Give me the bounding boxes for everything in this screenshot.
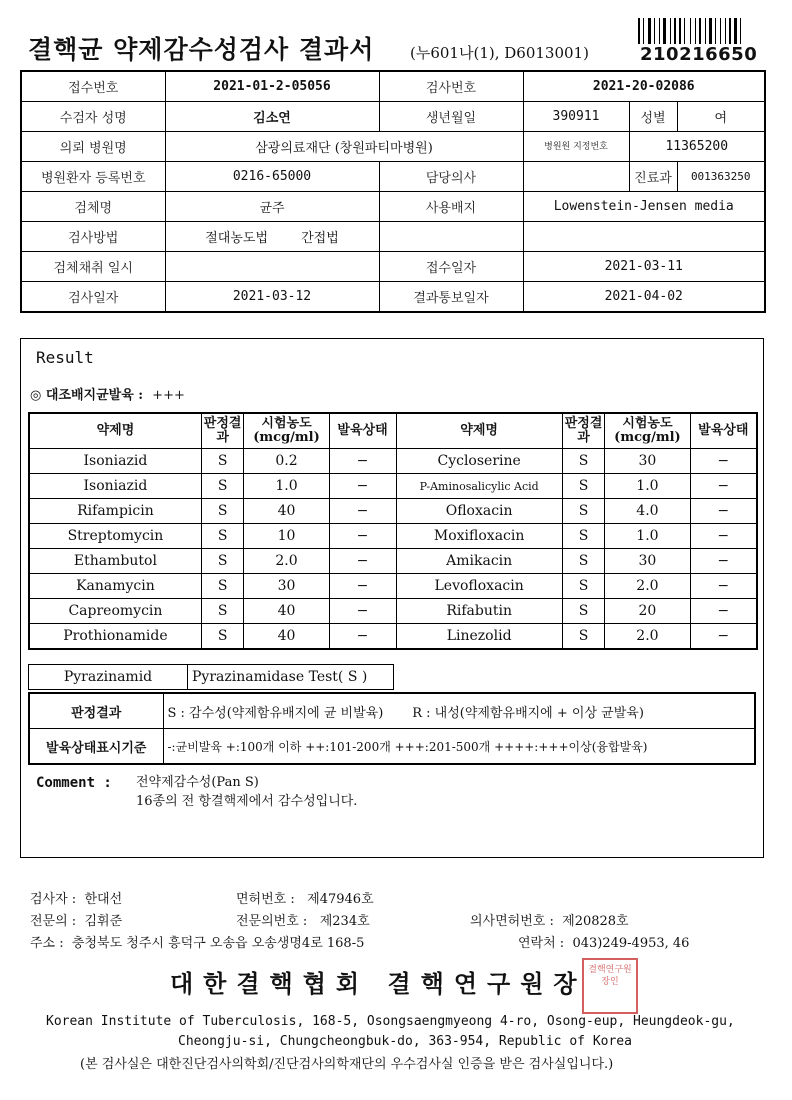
specialist-line [30,910,122,929]
barcode-bar [659,18,660,44]
col-drug: 약제명 [396,413,562,449]
contact-line [518,932,689,951]
method-label: 검사방법 [21,222,165,252]
table-row [29,524,757,549]
barcode-bar [648,18,651,44]
concentration: 2.0 [605,624,690,650]
drug-name: Rifampicin [29,499,201,524]
reception-no: 2021-01-2-05056 [165,71,379,102]
specialist-no-line [236,910,370,929]
judgement: S [201,499,244,524]
barcode-bar [641,18,642,44]
medium: Lowenstein-Jensen media [523,192,765,222]
table-row [29,474,757,499]
drug-name: Capreomycin [29,599,201,624]
judgement: S [201,524,244,549]
barcode-bar [679,18,681,44]
result-heading: Result [36,348,94,367]
barcode-bar [656,18,658,44]
barcode-bar [686,18,689,44]
method-2: 간접법 [301,231,339,246]
drug-name: Rifabutin [396,599,562,624]
hospital-code: 11365200 [629,132,765,162]
barcode-bar [732,18,733,44]
specialist-name: 김휘준 [84,914,123,929]
concentration: 2.0 [244,549,329,574]
judgement: S [201,549,244,574]
legend-judgement-label: 판정결과 [29,693,163,729]
barcode-bar [707,18,708,44]
col-judgement: 판정결과 [562,413,605,449]
receive-date: 2021-03-11 [523,252,765,282]
legend-judgement [163,693,755,729]
table-row [29,549,757,574]
concentration: 1.0 [605,524,690,549]
growth: − [329,574,396,599]
barcode-bar [661,18,662,44]
certification-note: (본 검사실은 대한진단검사의학회/진단검사의학재단의 우수검사실 인증을 받은 검사실입니다.) [80,1057,614,1072]
growth: − [690,549,757,574]
barcode-bar [684,18,685,44]
test-date-label: 검사일자 [21,282,165,313]
pyrazinamide-result [28,664,394,690]
growth: − [329,624,396,650]
contact-label: 연락처 : [518,936,565,951]
address-en-line-2: Cheongju-si, Chungcheongbuk-do, 363-954, Republic of Korea [178,1034,632,1049]
barcode-bar [722,18,724,44]
judgement: S [201,449,244,474]
drug-name: P-Aminosalicylic Acid [396,474,562,499]
license-no: 제47946호 [307,892,374,907]
judgement: S [562,499,605,524]
patient-reg-no: 0216-65000 [165,162,379,192]
barcode-number: 210216650 [640,44,758,65]
growth: − [329,474,396,499]
barcode-bar [729,18,731,44]
barcode-bar [702,18,704,44]
growth: − [329,449,396,474]
birth-date: 390911 [523,102,629,132]
legend-r: R : 내성(약제함유배지에 + 이상 균발육) [412,705,644,721]
method-1: 절대농도법 [205,231,269,246]
test-no-label: 검사번호 [379,71,523,102]
col-drug: 약제명 [29,413,201,449]
empty-cell [523,222,765,252]
control-growth [30,384,185,403]
official-seal: 결핵연구원장인 [582,958,638,1014]
doctor-license-label: 의사면허번호 : [470,914,554,929]
barcode-bar [695,18,696,44]
barcode-bar [725,18,726,44]
barcode-bar [717,18,719,44]
barcode [638,18,778,44]
report-date-label: 결과통보일자 [379,282,523,313]
barcode-bar [663,18,666,44]
barcode-bar [690,18,691,44]
hospital-name: 삼광의료재단 (창원파티마병원) [165,132,523,162]
barcode-bar [727,18,728,44]
col-growth: 발육상태 [329,413,396,449]
barcode-bar [638,18,640,44]
table-row [29,574,757,599]
concentration: 40 [244,599,329,624]
patient-reg-label: 병원환자 등록번호 [21,162,165,192]
concentration: 4.0 [605,499,690,524]
barcode-bar [692,18,694,44]
sex-label: 성별 [629,102,677,132]
growth: − [329,599,396,624]
dept-code: 001363250 [677,162,765,192]
barcode-bar [667,18,669,44]
col-judgement: 판정결과 [201,413,244,449]
comment-label: Comment : [36,775,112,791]
barcode-bar [677,18,678,44]
pza-test-result: Pyrazinamidase Test( S ) [192,669,368,685]
barcode-bar [645,18,647,44]
comment-line-1: 전약제감수성(Pan S) [136,775,259,790]
control-growth-value: +++ [152,388,185,403]
specialist-no-label: 전문의번호 : [236,914,308,929]
judgement: S [562,449,605,474]
growth: − [690,474,757,499]
doctor-license-line [470,910,629,929]
barcode-bar [734,18,737,44]
address: 충청북도 청주시 흥덕구 오송읍 오송생명4로 168-5 [71,936,365,951]
susceptibility-table [28,412,758,650]
growth: − [329,524,396,549]
barcode-bar [697,18,698,44]
hospital-label: 의뢰 병원명 [21,132,165,162]
concentration: 1.0 [244,474,329,499]
drug-name: Kanamycin [29,574,201,599]
test-no: 2021-20-02086 [523,71,765,102]
tester-line [30,888,122,907]
concentration: 20 [605,599,690,624]
license-line [236,888,374,907]
barcode-bar [682,18,683,44]
concentration: 40 [244,624,329,650]
license-label: 면허번호 : [236,892,295,907]
legend-table [28,692,756,765]
name-label: 수검자 성명 [21,102,165,132]
concentration: 1.0 [605,474,690,499]
collect-date [165,252,379,282]
address-line [30,932,364,951]
legend-growth: -:균비발육 +:100개 이하 ++:101-200개 +++:201-500개 ++++:+++이상(융합발육) [163,729,755,765]
col-concentration: 시험농도(mcg/ml) [605,413,690,449]
hospital-code-label: 병원원 지정번호 [523,132,629,162]
doctor-license-no: 제20828호 [562,914,629,929]
drug-name: Ethambutol [29,549,201,574]
table-row [29,499,757,524]
drug-name: Levofloxacin [396,574,562,599]
barcode-bar [742,18,744,44]
reception-no-label: 접수번호 [21,71,165,102]
judgement: S [201,574,244,599]
document-subtitle: (누601나(1), D6013001) [410,44,589,62]
barcode-bar [652,18,653,44]
concentration: 0.2 [244,449,329,474]
concentration: 30 [244,574,329,599]
growth: − [329,549,396,574]
drug-name: Moxifloxacin [396,524,562,549]
specialist-label: 전문의 : [30,914,77,929]
method [165,222,379,252]
receive-date-label: 접수일자 [379,252,523,282]
concentration: 30 [605,549,690,574]
legend-s: S : 감수성(약제함유배지에 균 비발육) [167,705,384,721]
barcode-bar [738,18,739,44]
organization-name: 대한결핵협회 결핵연구원장 [170,969,587,998]
judgement: S [562,574,605,599]
concentration: 10 [244,524,329,549]
sex: 여 [677,102,765,132]
table-row [29,624,757,650]
tester-label: 검사자 : [30,892,77,907]
tester-name: 한대선 [84,892,123,907]
barcode-bar [740,18,741,44]
drug-name: Isoniazid [29,449,201,474]
judgement: S [201,474,244,499]
concentration: 30 [605,449,690,474]
pza-drug-name: Pyrazinamid [29,665,188,689]
legend-growth-label: 발육상태표시기준 [29,729,163,765]
concentration: 40 [244,499,329,524]
drug-name: Cycloserine [396,449,562,474]
doctor-name [523,162,629,192]
report-date: 2021-04-02 [523,282,765,313]
drug-name: Prothionamide [29,624,201,650]
specimen-label: 검체명 [21,192,165,222]
judgement: S [562,549,605,574]
growth: − [690,624,757,650]
barcode-bar [705,18,706,44]
specimen: 균주 [165,192,379,222]
judgement: S [562,624,605,650]
birth-label: 생년월일 [379,102,523,132]
col-growth: 발육상태 [690,413,757,449]
barcode-bar [643,18,644,44]
barcode-bar [720,18,721,44]
barcode-bar [699,18,701,44]
patient-name: 김소연 [165,102,379,132]
collect-date-label: 검체채취 일시 [21,252,165,282]
growth: − [690,449,757,474]
barcode-bar [654,18,655,44]
address-label: 주소 : [30,936,64,951]
barcode-bar [674,18,676,44]
barcode-bar [672,18,673,44]
document-title: 결핵균 약제감수성검사 결과서 [28,35,375,64]
comment-line-2: 16종의 전 항결핵제에서 감수성입니다. [136,794,358,809]
judgement: S [562,599,605,624]
dept-label: 진료과 [629,162,677,192]
growth: − [690,574,757,599]
judgement: S [201,599,244,624]
col-concentration: 시험농도(mcg/ml) [244,413,329,449]
judgement: S [562,474,605,499]
growth: − [690,499,757,524]
barcode-bar [713,18,714,44]
doctor-label: 담당의사 [379,162,523,192]
table-row [29,599,757,624]
judgement: S [562,524,605,549]
empty-cell [379,222,523,252]
table-row [29,449,757,474]
patient-info-table [20,70,766,313]
drug-name: Linezolid [396,624,562,650]
medium-label: 사용배지 [379,192,523,222]
judgement: S [201,624,244,650]
drug-name: Streptomycin [29,524,201,549]
growth: − [329,499,396,524]
barcode-bar [715,18,716,44]
contact: 043)249-4953, 46 [572,936,690,951]
drug-name: Ofloxacin [396,499,562,524]
barcode-bar [670,18,671,44]
test-date: 2021-03-12 [165,282,379,313]
concentration: 2.0 [605,574,690,599]
control-growth-label: ◎ 대조배지균발육 : [30,388,144,403]
growth: − [690,524,757,549]
drug-name: Amikacin [396,549,562,574]
specialist-no: 제234호 [319,914,370,929]
drug-name: Isoniazid [29,474,201,499]
barcode-bar [709,18,712,44]
growth: − [690,599,757,624]
address-en-line-1: Korean Institute of Tuberculosis, 168-5, Osongsaengmyeong 4-ro, Osong-eup, Heungdeok-gu, [46,1014,735,1029]
